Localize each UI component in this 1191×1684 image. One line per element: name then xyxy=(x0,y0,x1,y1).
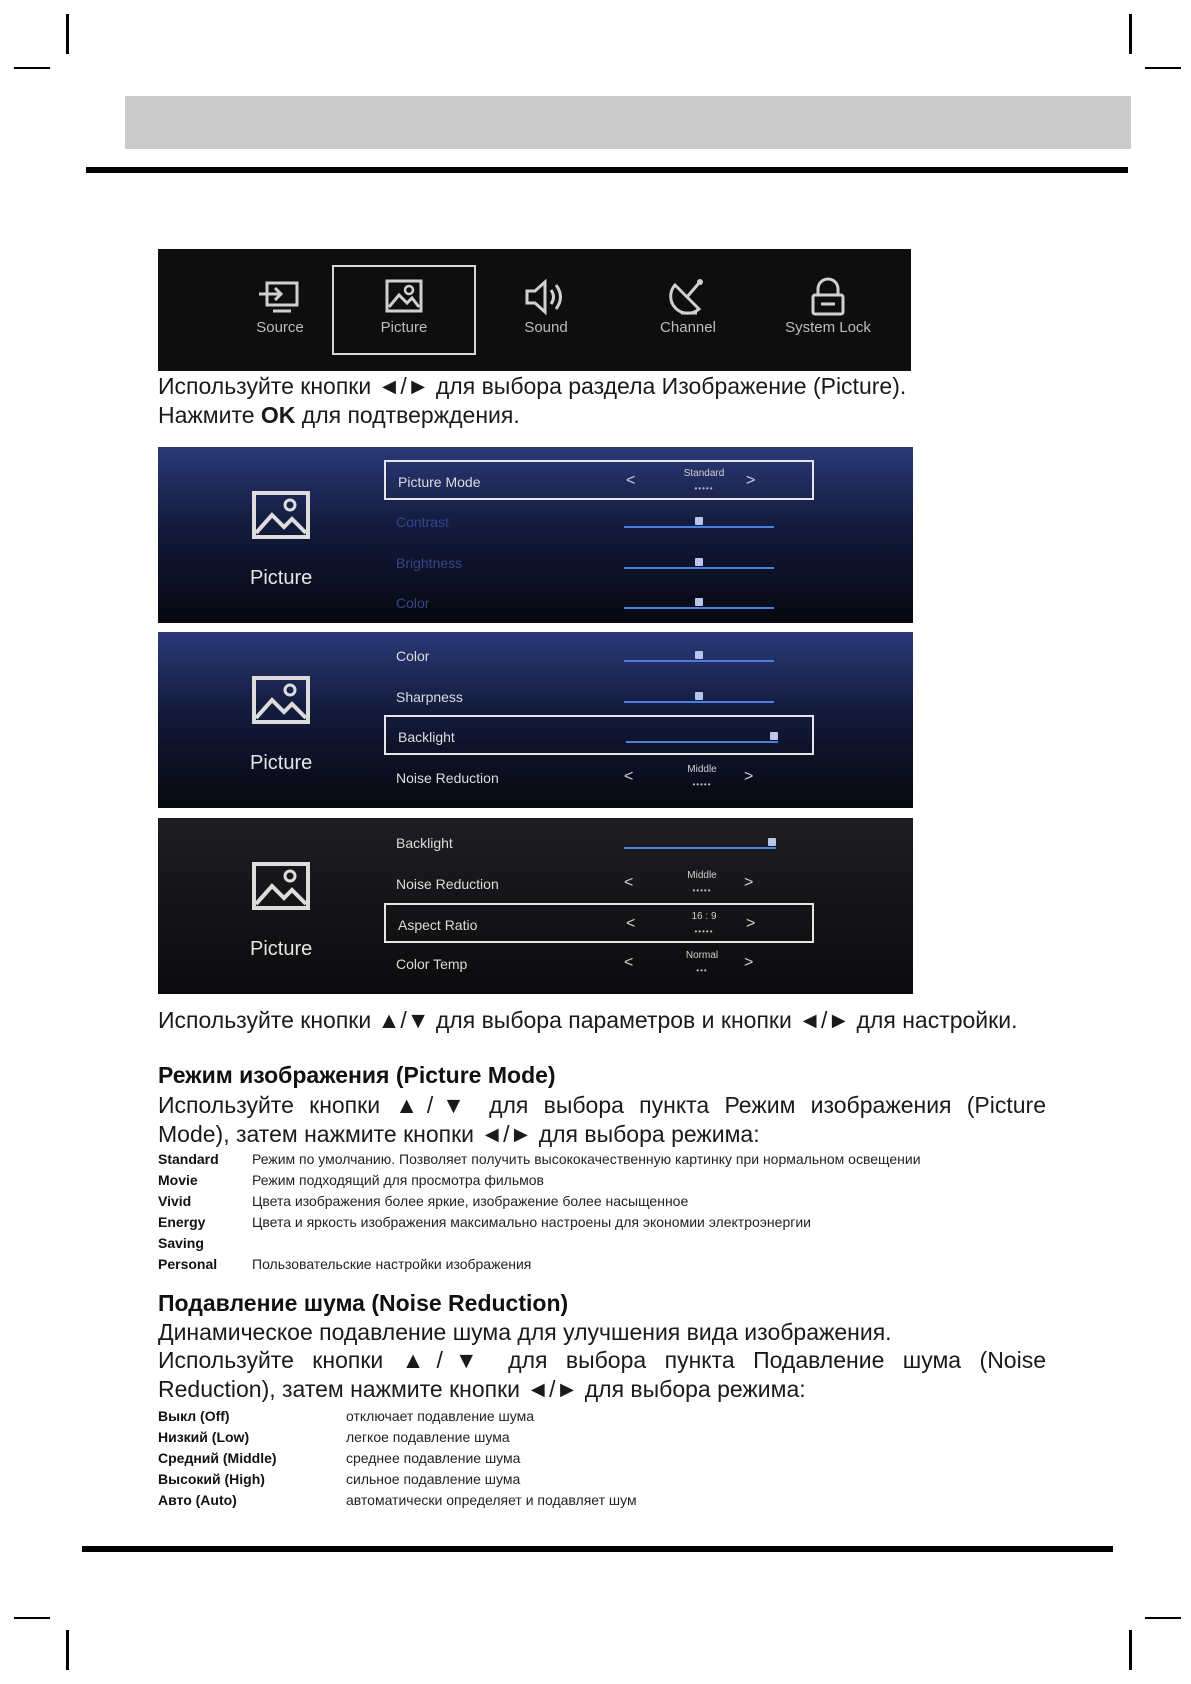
crop-mark xyxy=(1145,1617,1181,1619)
option-dots: ••••• xyxy=(694,484,714,493)
noise-reduction-list xyxy=(158,1406,1058,1511)
menu-label: System Lock xyxy=(785,319,871,336)
menu-item-picture[interactable] xyxy=(334,267,474,353)
noise-reduction-line-2: Используйте кнопки ▲/▼ для выбора пункта Подавление шума (Noise xyxy=(158,1347,1046,1373)
setting-value: 16 : 9 xyxy=(691,911,717,922)
setting-backlight[interactable] xyxy=(384,715,814,755)
picture-settings-panel-2 xyxy=(158,632,913,808)
picture-settings-panel-3 xyxy=(158,818,913,994)
list-item xyxy=(158,1448,1058,1469)
chevron-left-icon[interactable]: < xyxy=(626,915,636,932)
chevron-left-icon[interactable]: < xyxy=(626,472,636,489)
navigation-instructions: Используйте кнопки ▲/▼ для выбора параметров и кнопки ◄/► для настройки. xyxy=(158,1007,1018,1033)
setting-backlight[interactable] xyxy=(384,823,804,863)
picture-mode-line-2: Mode), затем нажмите кнопки ◄/► для выбора режима: xyxy=(158,1121,760,1147)
setting-value: Middle xyxy=(687,764,717,775)
mode-term: Vivid xyxy=(158,1193,192,1209)
picture-mode-line-1: Используйте кнопки ▲/▼ для выбора пункта Режим изображения (Picture xyxy=(158,1092,1046,1118)
setting-name: Noise Reduction xyxy=(396,876,499,892)
bottom-rule xyxy=(82,1546,1113,1552)
menu-label: Channel xyxy=(660,319,716,336)
picture-mode-heading: Режим изображения (Picture Mode) xyxy=(158,1062,556,1088)
list-item xyxy=(158,1490,1058,1511)
setting-name: Contrast xyxy=(396,514,449,530)
top-rule xyxy=(86,167,1128,173)
intro-line-2-prefix: Нажмите xyxy=(158,402,261,428)
setting-value: Middle xyxy=(687,870,717,881)
nr-desc: легкое подавление шума xyxy=(346,1429,510,1445)
slider-knob[interactable] xyxy=(695,517,703,525)
option-dots: ••••• xyxy=(692,780,712,789)
lock-icon xyxy=(803,277,853,317)
list-item xyxy=(158,1170,1058,1191)
list-item xyxy=(158,1212,1058,1254)
option-dots: ••••• xyxy=(692,886,712,895)
picture-settings-panel-1 xyxy=(158,447,913,623)
chevron-left-icon[interactable]: < xyxy=(624,874,634,891)
picture-icon xyxy=(250,489,312,541)
setting-name: Aspect Ratio xyxy=(398,917,478,933)
mode-term: Energy Saving xyxy=(158,1214,206,1251)
sound-icon xyxy=(521,277,571,317)
setting-name: Color xyxy=(396,648,430,664)
setting-name: Color Temp xyxy=(396,956,468,972)
nr-term: Средний (Middle) xyxy=(158,1450,277,1466)
setting-name: Noise Reduction xyxy=(396,770,499,786)
noise-reduction-heading: Подавление шума (Noise Reduction) xyxy=(158,1290,569,1316)
setting-aspect-ratio[interactable] xyxy=(384,903,814,943)
list-item xyxy=(158,1427,1058,1448)
nr-term: Авто (Auto) xyxy=(158,1492,237,1508)
chevron-right-icon[interactable]: > xyxy=(744,874,754,891)
panel-title: Picture xyxy=(250,752,313,774)
crop-mark xyxy=(1145,67,1181,69)
nr-term: Выкл (Off) xyxy=(158,1408,230,1424)
chevron-right-icon[interactable]: > xyxy=(746,915,756,932)
nr-desc: отключает подавление шума xyxy=(346,1408,535,1424)
list-item xyxy=(158,1406,1058,1427)
list-item xyxy=(158,1469,1058,1490)
nr-desc: среднее подавление шума xyxy=(346,1450,521,1466)
mode-term: Personal xyxy=(158,1256,218,1272)
picture-icon xyxy=(250,860,312,912)
crop-mark xyxy=(66,1630,69,1670)
nr-desc: сильное подавление шума xyxy=(346,1471,521,1487)
mode-desc: Режим по умолчанию. Позволяет получить высококачественную картинку при нормальном освещении xyxy=(252,1151,921,1167)
crop-mark xyxy=(14,67,50,69)
setting-value: Normal xyxy=(685,950,719,961)
menu-item-channel[interactable] xyxy=(618,267,758,353)
sharpness-slider[interactable] xyxy=(624,701,774,703)
crop-mark xyxy=(1129,14,1132,54)
list-item xyxy=(158,1254,1058,1275)
source-icon xyxy=(255,277,305,317)
setting-contrast[interactable] xyxy=(384,502,804,542)
chevron-right-icon[interactable]: > xyxy=(746,472,756,489)
crop-mark xyxy=(66,14,69,54)
noise-reduction-line-3: Reduction), затем нажмите кнопки ◄/► для выбора режима: xyxy=(158,1376,806,1402)
intro-line-1: Используйте кнопки ◄/► для выбора раздела Изображение (Picture). xyxy=(158,373,907,399)
setting-name: Backlight xyxy=(398,729,455,745)
menu-item-source[interactable] xyxy=(210,267,350,353)
slider-knob[interactable] xyxy=(695,651,703,659)
mode-term: Standard xyxy=(158,1151,219,1167)
setting-color[interactable] xyxy=(384,583,804,623)
setting-value: Standard xyxy=(683,468,725,479)
intro-line-2-suffix: для подтверждения. xyxy=(295,402,520,428)
list-item xyxy=(158,1149,1058,1170)
mode-desc: Цвета и яркость изображения максимально настроены для экономии электроэнергии xyxy=(252,1214,811,1230)
brightness-slider[interactable] xyxy=(624,567,774,569)
setting-name: Color xyxy=(396,595,430,611)
menu-item-system-lock[interactable] xyxy=(758,267,898,353)
slider-knob[interactable] xyxy=(695,598,703,606)
picture-icon xyxy=(250,674,312,726)
panel-title: Picture xyxy=(250,938,313,960)
ok-key: OK xyxy=(260,402,296,428)
chevron-right-icon[interactable]: > xyxy=(744,768,754,785)
backlight-slider[interactable] xyxy=(624,847,776,849)
chevron-left-icon[interactable]: < xyxy=(624,768,634,785)
picture-icon xyxy=(379,277,429,317)
option-dots: ••••• xyxy=(694,927,714,936)
crop-mark xyxy=(14,1617,50,1619)
nr-desc: автоматически определяет и подавляет шум xyxy=(346,1492,637,1508)
slider-knob[interactable] xyxy=(695,558,703,566)
setting-noise-reduction[interactable] xyxy=(384,864,804,904)
setting-name: Sharpness xyxy=(396,689,463,705)
color-slider[interactable] xyxy=(624,660,774,662)
tv-main-menu xyxy=(158,249,911,371)
backlight-slider[interactable] xyxy=(626,741,778,743)
panel-title: Picture xyxy=(250,567,313,589)
chevron-right-icon[interactable]: > xyxy=(744,954,754,971)
setting-color[interactable] xyxy=(384,636,804,676)
setting-name: Backlight xyxy=(396,835,453,851)
picture-mode-list xyxy=(158,1149,1058,1275)
menu-label: Picture xyxy=(380,319,428,336)
setting-name: Picture Mode xyxy=(398,474,481,490)
nr-term: Низкий (Low) xyxy=(158,1429,250,1445)
menu-item-sound[interactable] xyxy=(476,267,616,353)
channel-icon xyxy=(663,277,713,317)
setting-sharpness[interactable] xyxy=(384,677,804,717)
mode-desc: Пользовательские настройки изображения xyxy=(252,1256,532,1272)
menu-label: Sound xyxy=(524,319,568,336)
slider-knob[interactable] xyxy=(695,692,703,700)
slider-knob[interactable] xyxy=(770,732,778,740)
chevron-left-icon[interactable]: < xyxy=(624,954,634,971)
crop-mark xyxy=(1129,1630,1132,1670)
nr-term: Высокий (High) xyxy=(158,1471,265,1487)
setting-noise-reduction[interactable] xyxy=(384,758,804,798)
intro-line-2 xyxy=(158,401,520,430)
mode-desc: Цвета изображения более яркие, изображение более насыщенное xyxy=(252,1193,689,1209)
slider-knob[interactable] xyxy=(768,838,776,846)
color-slider[interactable] xyxy=(624,607,774,609)
noise-reduction-line-1: Динамическое подавление шума для улучшения вида изображения. xyxy=(158,1319,892,1345)
header-band xyxy=(125,96,1131,149)
setting-picture-mode[interactable] xyxy=(384,460,814,500)
setting-color-temp[interactable] xyxy=(384,944,804,984)
mode-desc: Режим подходящий для просмотра фильмов xyxy=(252,1172,544,1188)
list-item xyxy=(158,1191,1058,1212)
setting-brightness[interactable] xyxy=(384,543,804,583)
setting-name: Brightness xyxy=(396,555,463,571)
mode-term: Movie xyxy=(158,1172,198,1188)
contrast-slider[interactable] xyxy=(624,526,774,528)
option-dots: ••• xyxy=(696,966,708,975)
menu-label: Source xyxy=(256,319,304,336)
